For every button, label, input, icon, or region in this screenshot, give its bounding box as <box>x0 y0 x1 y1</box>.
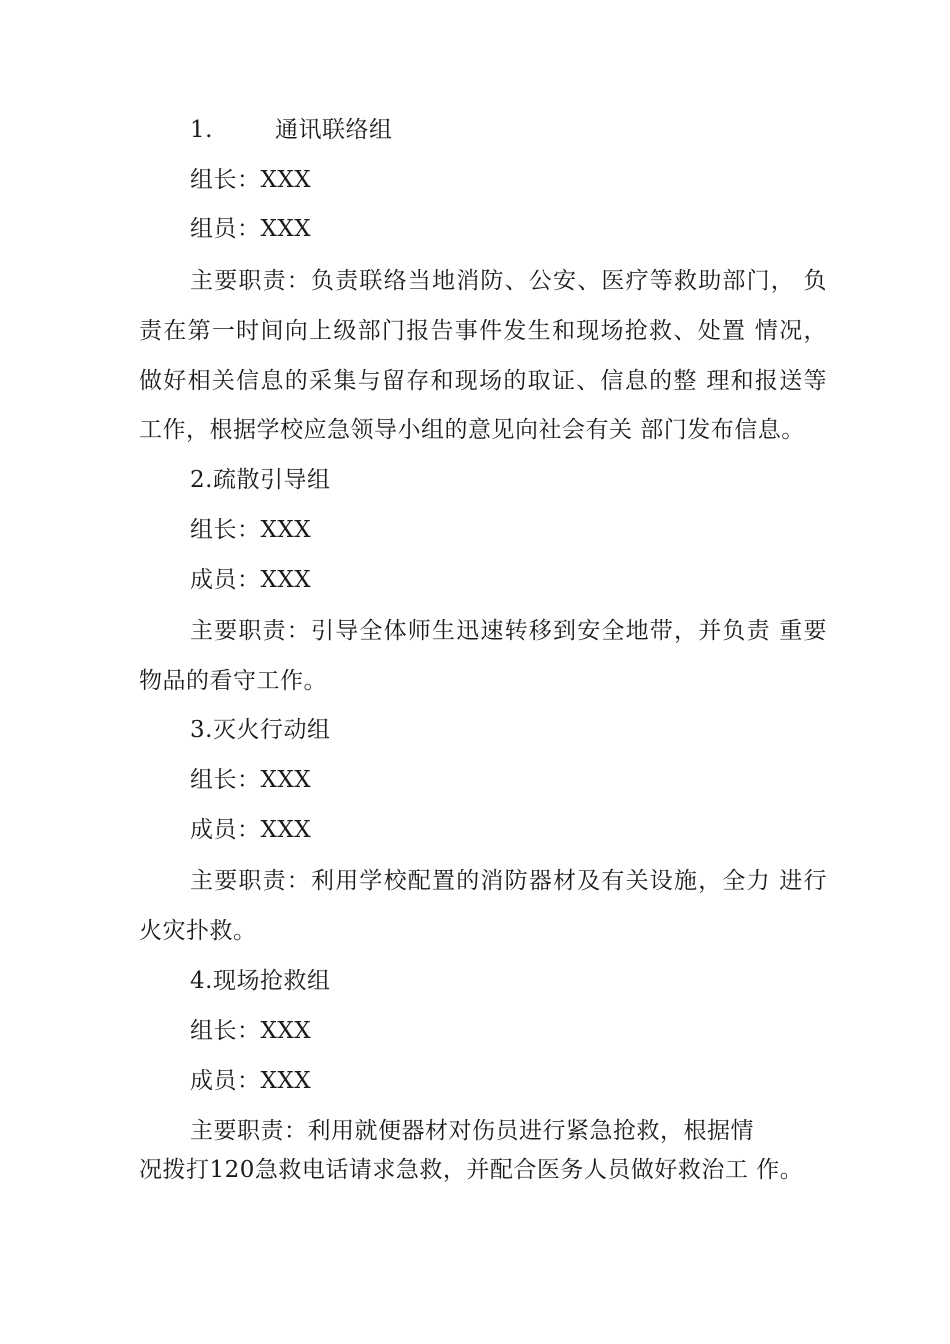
section-1-leader: 组长：XXX <box>190 167 312 193</box>
section-3-duty-line-2: 火灾扑救。 <box>139 918 257 944</box>
section-1-number: 1. <box>190 117 213 143</box>
section-1-heading <box>190 115 392 145</box>
section-1-title: 通讯联络组 <box>274 117 393 143</box>
section-3-members: 成员：XXX <box>190 817 312 843</box>
section-1-duty-line-3: 做好相关信息的采集与留存和现场的取证、信息的整 理和报送等 <box>139 368 827 394</box>
section-1-duty-line-2: 责在第一时间向上级部门报告事件发生和现场抢救、处置 情况， <box>139 318 827 344</box>
section-4-members: 成员：XXX <box>190 1068 312 1094</box>
section-4-duty-line-1: 主要职责：利用就便器材对伤员进行紧急抢救，根据情 <box>190 1118 754 1144</box>
section-2-heading: 2.疏散引导组 <box>190 467 331 493</box>
section-3-heading: 3.灭火行动组 <box>190 717 331 743</box>
section-4-leader: 组长：XXX <box>190 1018 312 1044</box>
section-2-duty-line-1: 主要职责：引导全体师生迅速转移到安全地带，并负责 重要 <box>190 618 827 644</box>
section-1-members: 组员：XXX <box>190 216 312 242</box>
section-2-members: 成员：XXX <box>190 567 312 593</box>
section-2-duty-line-2: 物品的看守工作。 <box>139 668 327 694</box>
section-4-heading: 4.现场抢救组 <box>190 968 331 994</box>
section-3-duty-line-1: 主要职责：利用学校配置的消防器材及有关设施，全力 进行 <box>190 868 827 894</box>
section-3-leader: 组长：XXX <box>190 767 312 793</box>
section-1-duty-line-1: 主要职责：负责联络当地消防、公安、医疗等救助部门， 负 <box>190 268 827 294</box>
section-2-leader: 组长：XXX <box>190 517 312 543</box>
section-1-duty-line-4: 工作，根据学校应急领导小组的意见向社会有关 部门发布信息。 <box>139 417 805 443</box>
section-4-duty-line-2: 况拨打120急救电话请求急救，并配合医务人员做好救治工 作。 <box>139 1157 804 1183</box>
